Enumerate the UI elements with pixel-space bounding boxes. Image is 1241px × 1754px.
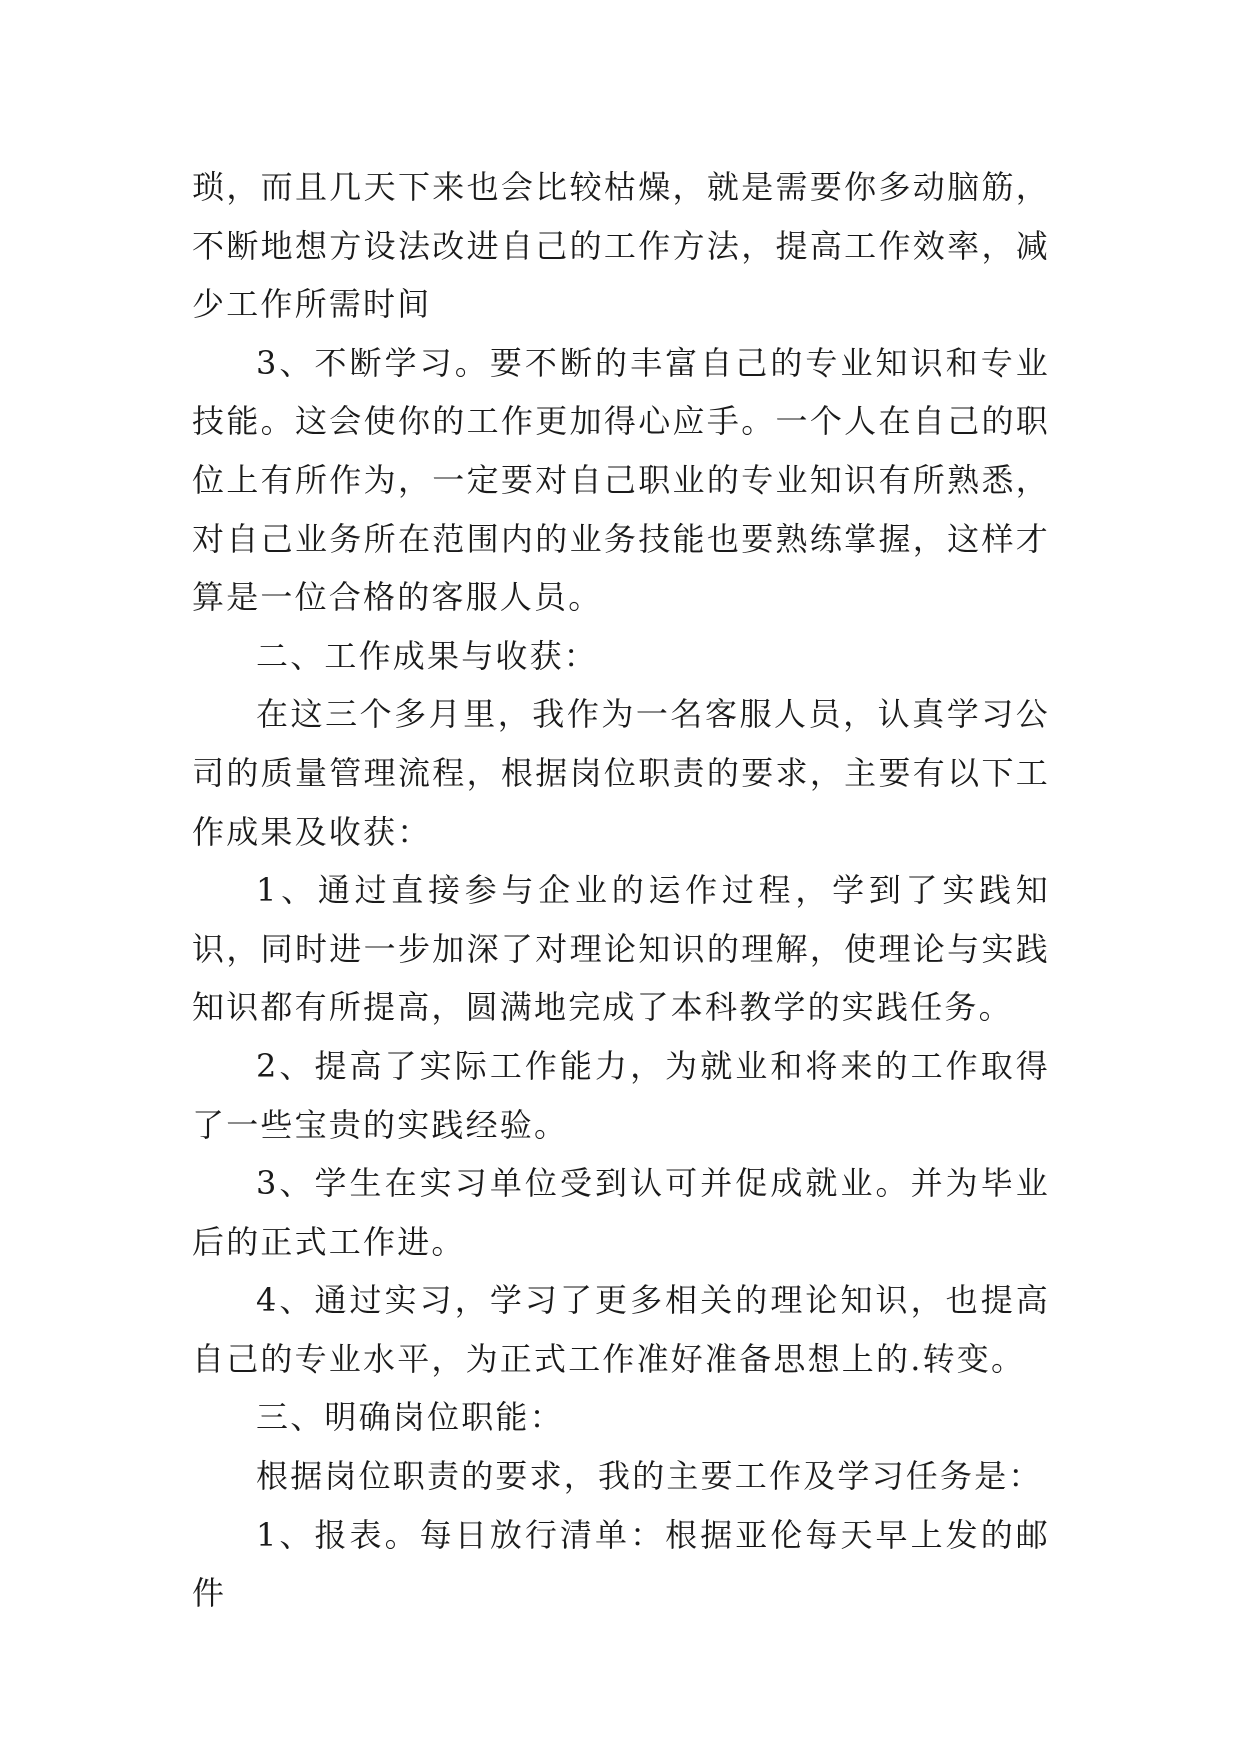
list-item-2: 2、提高了实际工作能力，为就业和将来的工作取得了一些宝贵的实践经验。 [192,1046,1050,1144]
section-heading-3: 三、明确岗位职能： [256,1398,564,1437]
paragraph-4: 根据岗位职责的要求，我的主要工作及学习任务是： [256,1457,1043,1496]
list-item-5: 1、报表。每日放行清单：根据亚伦每天早上发的邮件 [192,1515,1050,1613]
paragraph-2: 3、不断学习。要不断的丰富自己的专业知识和专业技能。这会使你的工作更加得心应手。一个人在自己的职位上有所作为，一定要对自己职业的专业知识有所熟悉，对自己业务所在范围内的业务技能也要熟练掌握，这样才算是一位合格的客服人员。 [192,343,1050,617]
list-item-1: 1、通过直接参与企业的运作过程，学到了实践知识，同时进一步加深了对理论知识的理解，使理论与实践知识都有所提高，圆满地完成了本科教学的实践任务。 [192,871,1050,1027]
paragraph-3: 在这三个多月里，我作为一名客服人员，认真学习公司的质量管理流程，根据岗位职责的要求，主要有以下工作成果及收获： [192,695,1050,851]
paragraph-1: 琐，而且几天下来也会比较枯燥，就是需要你多动脑筋，不断地想方设法改进自己的工作方法，提高工作效率，减少工作所需时间 [192,168,1050,324]
section-heading-2: 二、工作成果与收获： [256,636,599,675]
list-item-3: 3、学生在实习单位受到认可并促成就业。并为毕业后的正式工作进。 [192,1164,1050,1261]
document-body [192,158,1050,1623]
list-item-4: 4、通过实习，学习了更多相关的理论知识，也提高自己的专业水平，为正式工作准好准备思想上的.转变。 [192,1281,1050,1378]
